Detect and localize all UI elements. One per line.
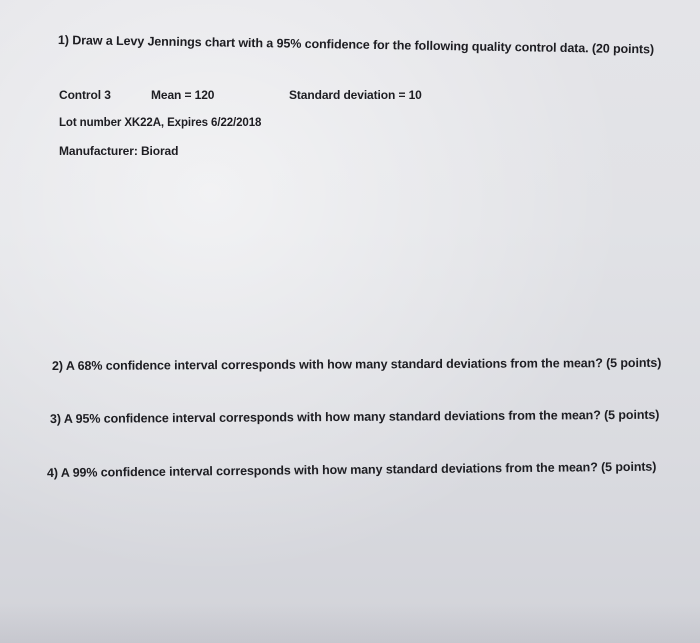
manufacturer: Manufacturer: Biorad — [59, 144, 179, 158]
control-label: Control 3 — [59, 88, 111, 102]
standard-deviation-value: Standard deviation = 10 — [289, 88, 422, 102]
question-3-text: 3) A 95% confidence interval corresponds with how many standard deviations from the mean? (5 points) — [49, 407, 660, 426]
question-1-text: 1) Draw a Levy Jennings chart with a 95% confidence for the following quality control data. (20 points) — [57, 33, 655, 57]
question-2-text: 2) A 68% confidence interval corresponds with how many standard deviations from the mean? (5 points) — [51, 355, 662, 373]
lot-number: Lot number XK22A, Expires 6/22/2018 — [59, 117, 262, 129]
question-4-text: 4) A 99% confidence interval corresponds with how many standard deviations from the mean? (5 points) — [46, 459, 657, 480]
page-shadow — [0, 603, 700, 643]
mean-value: Mean = 120 — [151, 88, 215, 102]
